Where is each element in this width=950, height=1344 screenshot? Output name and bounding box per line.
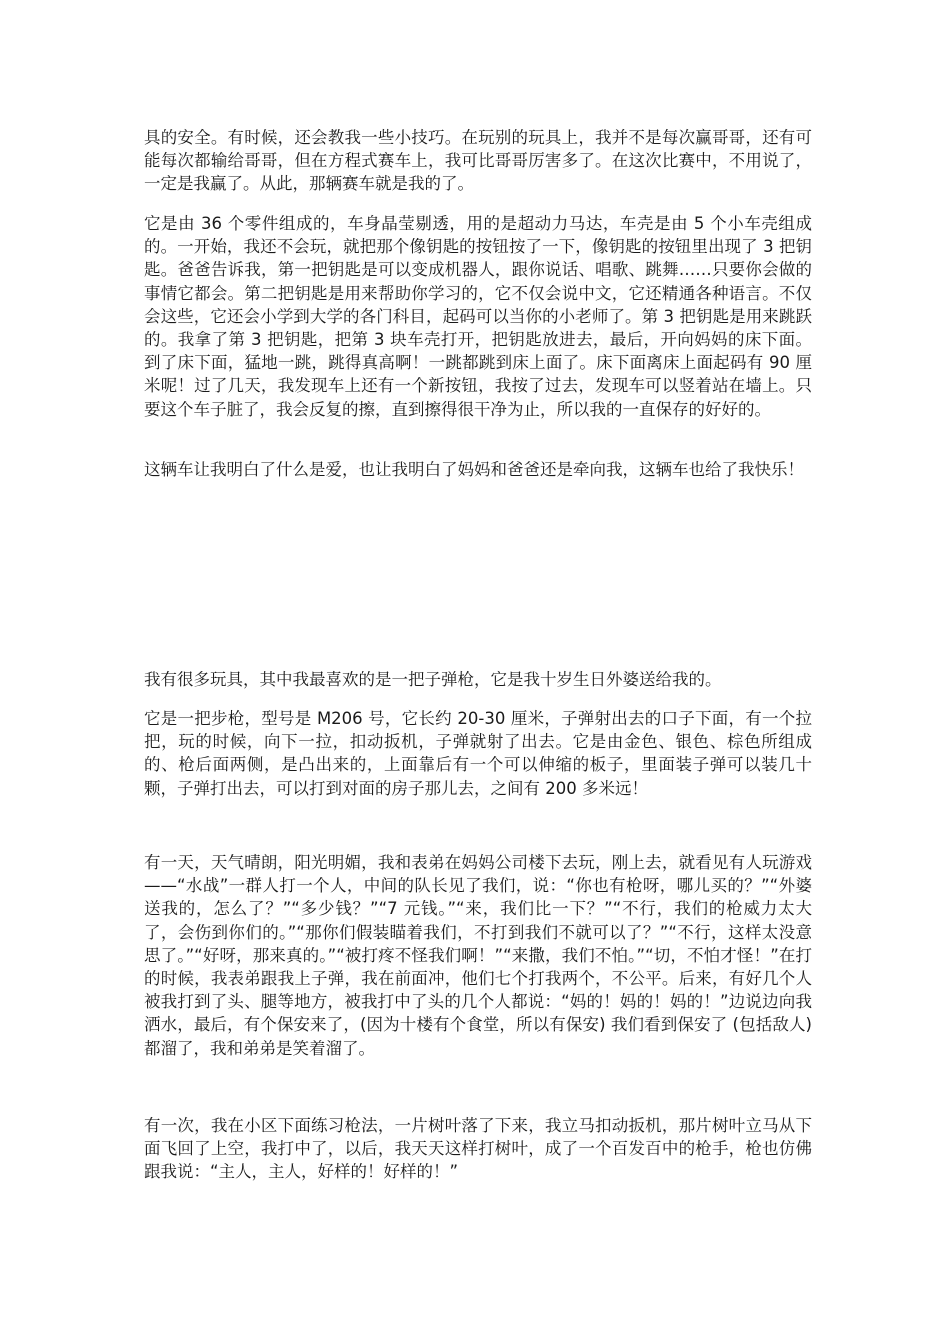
paragraph-toy-gun-intro: 我有很多玩具，其中我最喜欢的是一把子弹枪，它是我十岁生日外婆送给我的。	[144, 670, 722, 689]
paragraph-race-car-keys: 它是由 36 个零件组成的，车身晶莹剔透，用的是超动力马达，车壳是由 5 个小车壳组成的。一开始，我还不会玩，就把那个像钥匙的按钮按了一下，像钥匙的按钮里出现了 3 把钥匙。爸爸告诉我，第一把钥匙是可以变成机器人，跟你说话、唱歌、跳舞……只要你会做的事情它都会。第二把钥匙是用来帮助你学习的，它不仅会说中文，它还精通各种语言。不仅会这些，它还会小学到大学的各门科目，起码可以当你的小老师了。第 3 把钥匙是用来跳跃的。我拿了第 3 把钥匙，把第 3 块车壳打开，把钥匙放进去，最后，开向妈妈的床下面。到了床下面，猛地一跳，跳得真高啊！一跳都跳到床上面了。床下面离床上面起码有 90 厘米呢！过了几天，我发现车上还有一个新按钮，我按了过去，发现车可以竖着站在墙上。只要这个车子脏了，我会反复的擦，直到擦得很干净为止，所以我的一直保存的好好的。	[144, 214, 812, 419]
paragraph-race-car-win: 具的安全。有时候，还会教我一些小技巧。在玩别的玩具上，我并不是每次赢哥哥，还有可能每次都输给哥哥，但在方程式赛车上，我可比哥哥厉害多了。在这次比赛中，不用说了，一定是我赢了。从此，那辆赛车就是我的了。	[144, 128, 812, 194]
paragraph-water-fight: 有一天，天气晴朗，阳光明媚，我和表弟在妈妈公司楼下去玩，刚上去，就看见有人玩游戏——“水战”一群人打一个人，中间的队长见了我们，说：“你也有枪呀，哪儿买的？”“外婆送我的，怎么了？”“多少钱？”“7 元钱。”“来，我们比一下？”“不行，我们的枪威力太大了，会伤到你们的。”“那你们假装瞄着我们，不打到我们不就可以了？”“不行，这样太没意思了。”“好呀，那来真的。”“被打疼不怪我们啊！”“来撒，我们不怕。”“切，不怕才怪！”在打的时候，我表弟跟我上子弹，我在前面冲，他们七个打我两个，不公平。后来，有好几个人被我打到了头、腿等地方，被我打中了头的几个人都说：“妈的！妈的！妈的！”边说边向我洒水，最后，有个保安来了，(因为十楼有个食堂，所以有保安) 我们看到保安了 (包括敌人) 都溜了，我和弟弟是笑着溜了。	[144, 853, 812, 1058]
paragraph-shooting-practice: 有一次，我在小区下面练习枪法，一片树叶落了下来，我立马扣动扳机，那片树叶立马从下面飞回了上空，我打中了，以后，我天天这样打树叶，成了一个百发百中的枪手，枪也仿佛跟我说：“主人，主人，好样的！好样的！”	[144, 1116, 812, 1182]
paragraph-race-car-love: 这辆车让我明白了什么是爱，也让我明白了妈妈和爸爸还是牵向我，这辆车也给了我快乐！	[144, 460, 804, 479]
paragraph-toy-gun-description: 它是一把步枪，型号是 M206 号，它长约 20-30 厘米，子弹射出去的口子下面，有一个拉把，玩的时候，向下一拉，扣动扳机，子弹就射了出去。它是由金色、银色、棕色所组成的、枪后面两侧，是凸出来的，上面靠后有一个可以伸缩的板子，里面装子弹可以装几十颗，子弹打出去，可以打到对面的房子那儿去，之间有 200 多米远！	[144, 709, 812, 798]
